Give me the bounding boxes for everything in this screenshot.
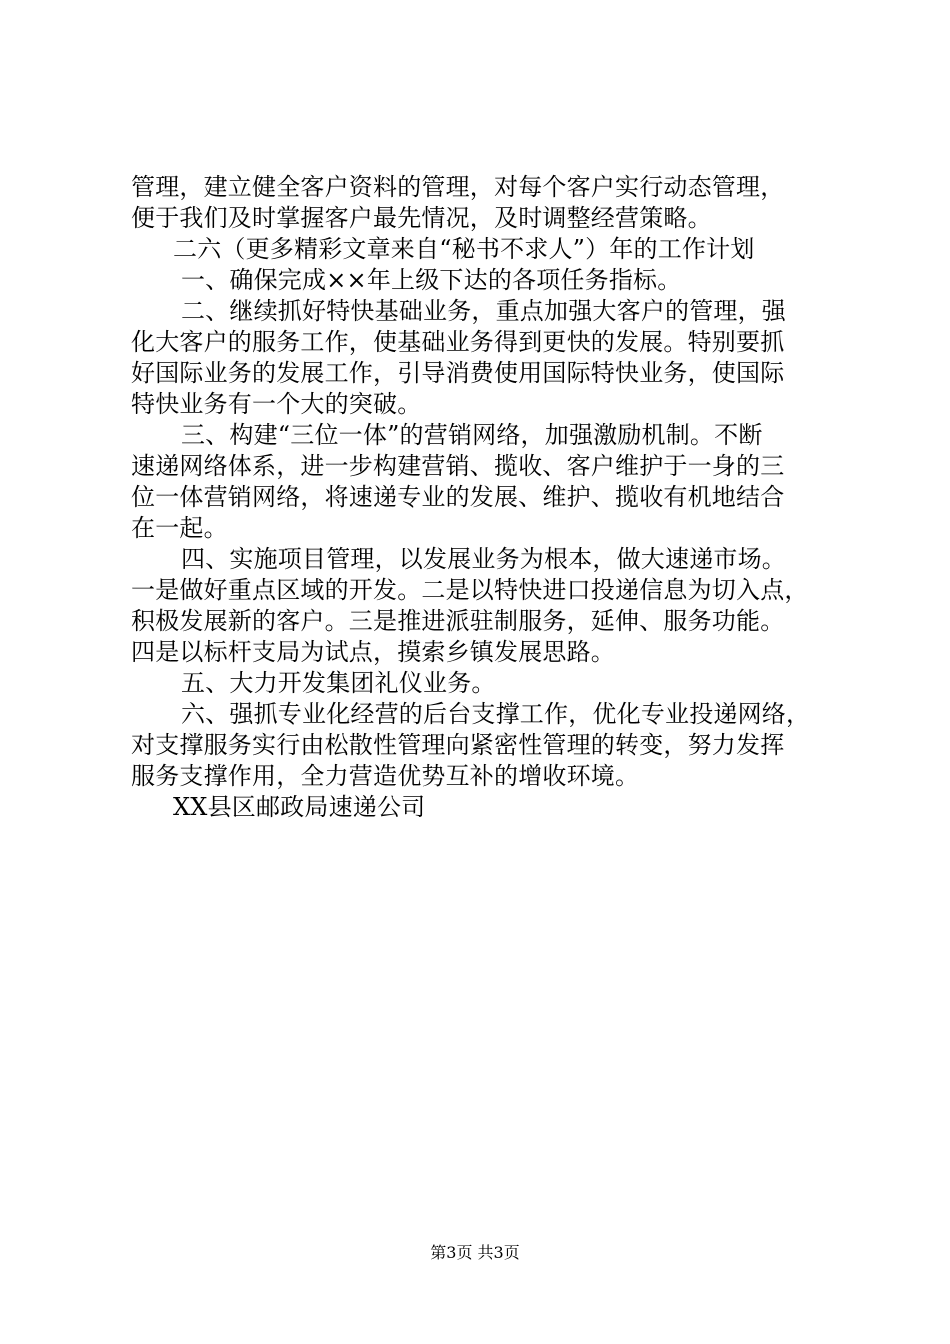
document-body — [131, 172, 839, 823]
text-line: 速递网络体系，进一步构建营销、揽收、客户维护于一身的三 — [131, 452, 785, 480]
text-line: XX县区邮政局速递公司 — [173, 793, 426, 821]
text-line: 五、大力开发集团礼仪业务。 — [181, 669, 496, 697]
text-line: 对支撑服务实行由松散性管理向紧密性管理的转变，努力发挥 — [131, 731, 785, 759]
text-line: 化大客户的服务工作，使基础业务得到更快的发展。特别要抓 — [131, 328, 785, 356]
text-line: 四是以标杆支局为试点，摸索乡镇发展思路。 — [131, 638, 615, 666]
text-line: 在一起。 — [131, 514, 228, 542]
text-line: 二、继续抓好特快基础业务，重点加强大客户的管理，强 — [181, 297, 786, 325]
text-line: 一、确保完成××年上级下达的各项任务指标。 — [181, 266, 682, 294]
text-line: 二六（更多精彩文章来自“秘书不求人”）年的工作计划 — [173, 235, 755, 263]
text-line: 一是做好重点区域的开发。二是以特快进口投递信息为切入点， — [131, 576, 809, 604]
page-footer: 第3页 共3页 — [430, 1243, 520, 1262]
text-line: 六、强抓专业化经营的后台支撑工作，优化专业投递网络， — [181, 700, 811, 728]
text-line: 三、构建“三位一体”的营销网络，加强激励机制。不断 — [181, 421, 763, 449]
text-line: 便于我们及时掌握客户最先情况，及时调整经营策略。 — [131, 204, 712, 232]
text-line: 四、实施项目管理，以发展业务为根本，做大速递市场。 — [181, 545, 786, 573]
text-line: 积极发展新的客户。三是推进派驻制服务，延伸、服务功能。 — [131, 607, 785, 635]
text-line: 服务支撑作用，全力营造优势互补的增收环境。 — [131, 762, 640, 790]
text-line: 好国际业务的发展工作，引导消费使用国际特快业务，使国际 — [131, 359, 785, 387]
text-line: 特快业务有一个大的突破。 — [131, 390, 422, 418]
text-line: 位一体营销网络，将速递专业的发展、维护、揽收有机地结合 — [131, 483, 785, 511]
text-line: 管理，建立健全客户资料的管理，对每个客户实行动态管理， — [131, 173, 785, 201]
